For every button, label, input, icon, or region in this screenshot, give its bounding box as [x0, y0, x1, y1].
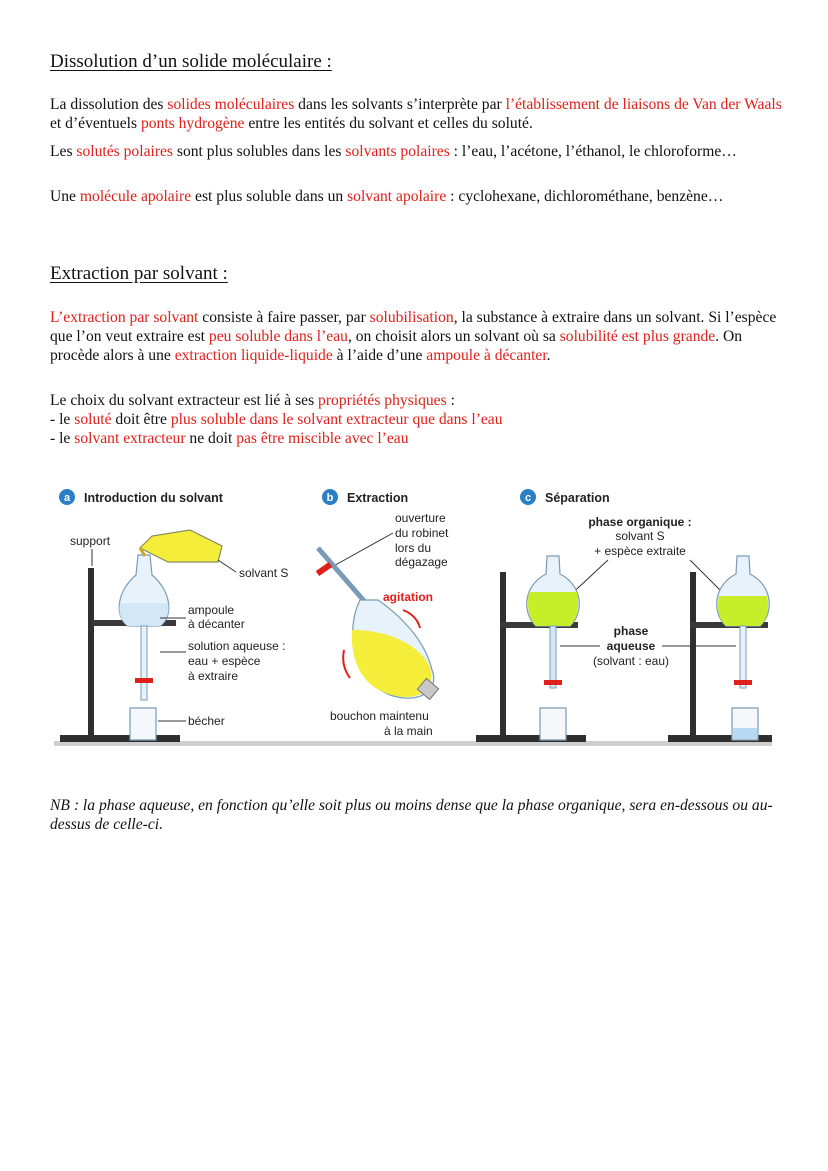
highlight-term: plus soluble dans le solvant extracteur que dans l’eau — [170, 411, 503, 428]
text-run: consiste à faire passer, par — [198, 309, 370, 326]
panel-b-title: Extraction — [347, 491, 409, 505]
funnel-c2-organic — [718, 596, 768, 626]
label-ampoule-2: à décanter — [188, 617, 245, 631]
highlight-term: solubilisation — [369, 309, 454, 326]
text-run: et d’éventuels — [50, 115, 141, 132]
funnel-b-tap — [316, 562, 333, 576]
highlight-term: ponts hydrogène — [140, 115, 245, 132]
text-run: . — [546, 347, 551, 364]
badge-b-letter: b — [326, 492, 334, 504]
text-run: : cyclohexane, dichlorométhane, benzène… — [446, 188, 724, 205]
highlight-term: ampoule à décanter — [426, 347, 547, 364]
highlight-term: solutés polaires — [76, 143, 173, 160]
stand-base — [60, 735, 180, 742]
label-aq-3: (solvant : eau) — [592, 654, 670, 668]
panel-a — [59, 489, 288, 742]
badge-a-letter: a — [63, 492, 71, 504]
text-run: : — [446, 392, 455, 409]
highlight-term: molécule apolaire — [79, 188, 192, 205]
text-run: - le — [50, 430, 75, 447]
highlight-term: soluté — [74, 411, 112, 428]
agitation-arrow-2-icon — [343, 650, 350, 678]
section-title-dissolution: Dissolution d’un solide moléculaire : — [50, 51, 332, 72]
label-org-3: + espèce extraite — [594, 544, 686, 558]
text-run: ne doit — [185, 430, 237, 447]
text-run: à l’aide d’une — [332, 347, 427, 364]
funnel-c1-tap — [544, 680, 562, 685]
panel-b — [316, 489, 449, 738]
label-sol-3: à extraire — [188, 669, 239, 683]
label-support: support — [70, 534, 111, 548]
highlight-term: L’extraction par solvant — [50, 309, 199, 326]
stand-c1-base — [476, 735, 586, 742]
label-aq-1: phase — [613, 624, 649, 638]
badge-c-letter: c — [524, 492, 532, 504]
highlight-term: solvant apolaire — [347, 188, 447, 205]
stand-c2-rod — [690, 572, 696, 740]
funnel-c2-stem — [740, 626, 746, 688]
funnel-c2-tap — [734, 680, 752, 685]
funnel-c1-stem — [550, 626, 556, 688]
panel-a-title: Introduction du solvant — [84, 491, 223, 505]
text-run: La dissolution des — [50, 96, 168, 113]
highlight-term: pas être miscible avec l’eau — [236, 430, 409, 447]
text-run: sont plus solubles dans les — [173, 143, 346, 160]
highlight-term: solvants polaires — [345, 143, 450, 160]
label-ouv-4: dégazage — [395, 555, 448, 569]
label-becher: bécher — [188, 714, 225, 728]
highlight-term: solvant extracteur — [74, 430, 186, 447]
label-bouchon-1: bouchon maintenu — [330, 709, 429, 723]
text-run: doit être — [111, 411, 171, 428]
text-run: dans les solvants s’interprète par — [294, 96, 506, 113]
highlight-term: extraction liquide-liquide — [174, 347, 333, 364]
label-sol-2: eau + espèce — [188, 654, 261, 668]
stand-rod — [88, 568, 94, 740]
label-ouv-2: du robinet — [395, 526, 449, 540]
highlight-term: peu soluble dans l’eau — [208, 328, 348, 345]
label-sol-1: solution aqueuse : — [188, 639, 286, 653]
panel-c-title: Séparation — [545, 491, 610, 505]
label-ouv-3: lors du — [395, 541, 432, 555]
label-ampoule-1: ampoule — [188, 603, 235, 617]
text-run: . On procède alors à une — [50, 328, 743, 364]
text-run: Les — [50, 143, 77, 160]
label-solvant-s-a: solvant S — [239, 566, 289, 580]
pouring-flask — [140, 530, 222, 562]
text-run: , on choisit alors un solvant où sa — [347, 328, 560, 345]
funnel-a-aqueous — [119, 603, 168, 626]
text-run: est plus soluble dans un — [191, 188, 348, 205]
label-org-1: phase organique : — [588, 515, 692, 529]
text-run: - le — [50, 411, 75, 428]
highlight-term: l’établissement de liaisons de Van der Waals — [505, 96, 782, 113]
beaker-c2-aqueous — [733, 728, 757, 739]
label-agitation: agitation — [383, 590, 433, 604]
section-title-extraction: Extraction par solvant : — [50, 263, 228, 284]
text-run: : l’eau, l’acétone, l’éthanol, le chloroforme… — [449, 143, 737, 160]
funnel-a-tap — [135, 678, 153, 683]
text-run: Une — [50, 188, 80, 205]
beaker-c1 — [540, 708, 566, 740]
label-org-2: solvant S — [615, 529, 665, 543]
funnel-c1-organic — [528, 592, 578, 626]
label-aq-2: aqueuse — [606, 639, 656, 653]
nb-note: NB : la phase aqueuse, en fonction qu’elle soit plus ou moins dense que la phase organique, sera en-dessous ou au-dessus de celle-ci. — [50, 797, 773, 833]
text-run: , la substance à extraire dans un solvant. Si l’espèce que l’on veut extraire est — [50, 309, 777, 345]
text-run: Le choix du solvant extracteur est lié à ses — [50, 392, 319, 409]
funnel-a-stem — [141, 626, 147, 700]
beaker-a — [130, 708, 156, 740]
panel-c — [476, 489, 772, 742]
highlight-term: propriétés physiques — [318, 392, 447, 409]
stand-c1-rod — [500, 572, 506, 740]
highlight-term: solides moléculaires — [167, 96, 295, 113]
text-run: entre les entités du solvant et celles du soluté. — [244, 115, 533, 132]
highlight-term: solubilité est plus grande — [559, 328, 716, 345]
label-ouv-1: ouverture — [395, 511, 446, 525]
label-bouchon-2: à la main — [384, 724, 433, 738]
